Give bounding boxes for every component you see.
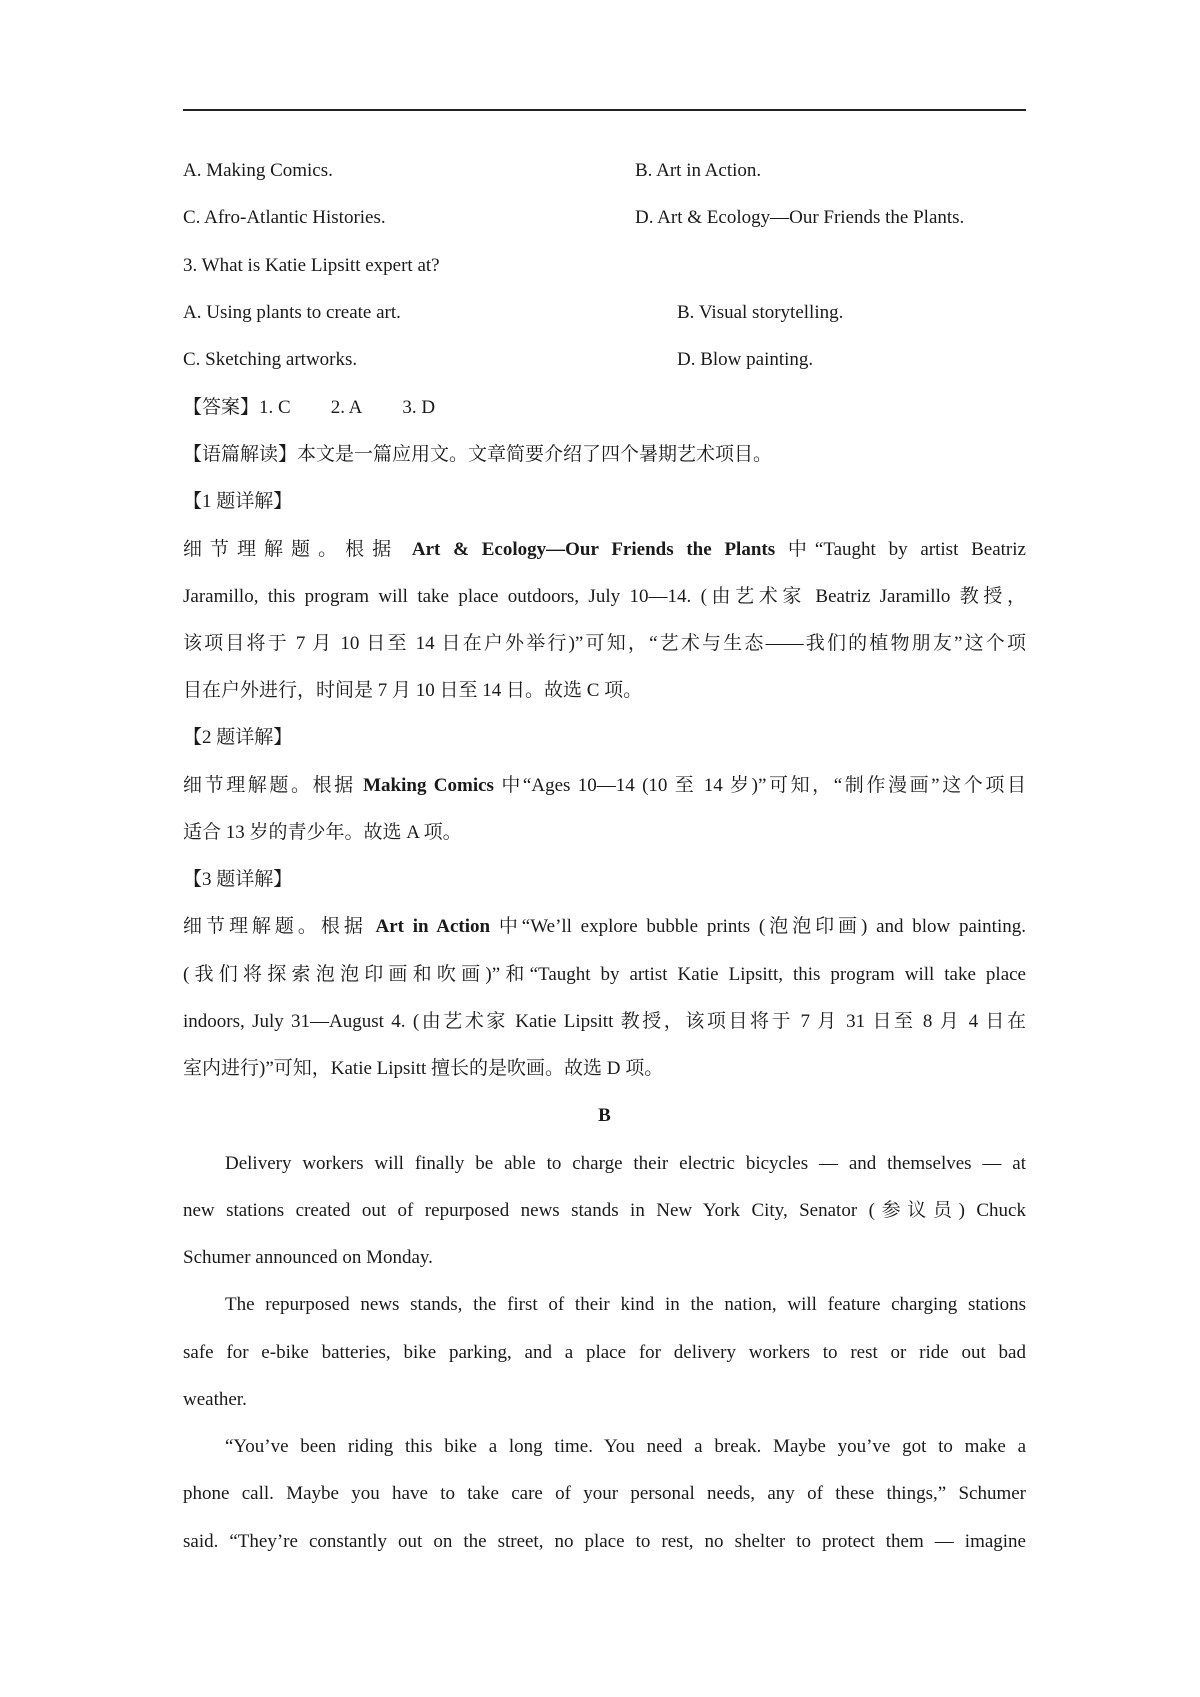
reading-text: 本文是一篇应用文。文章简要介绍了四个暑期艺术项目。	[297, 444, 773, 465]
detail2-line-2: 适合 13 岁的青少年。故选 A 项。	[183, 822, 462, 843]
q2-option-b: B. Art in Action.	[635, 160, 762, 181]
q2-option-d: D. Art & Ecology—Our Friends the Plants.	[635, 207, 965, 228]
answer-3: 3. D	[402, 397, 436, 418]
detail1-heading: 【1 题详解】	[183, 491, 293, 512]
section-b-p3-line-2: phone call. Maybe you have to take care of your personal needs, any of these things,” Schumer	[183, 1483, 1026, 1504]
detail2-l1-post: 中“Ages 10—14 (10 至 14 岁)”可知，“制作漫画”这个项目	[493, 775, 1026, 796]
section-b-title: B	[598, 1105, 611, 1126]
detail2-line-1	[183, 772, 1026, 800]
detail3-line-3: indoors, July 31—August 4. (由艺术家 Katie Lipsitt 教授，该项目将于 7 月 31 日至 8 月 4 日在	[183, 1011, 1026, 1032]
detail3-line-2: (我们将探索泡泡印画和吹画)”和“Taught by artist Katie Lipsitt, this program will take place	[183, 964, 1026, 985]
section-b-p2-line-3: weather.	[183, 1389, 247, 1410]
detail3-heading: 【3 题详解】	[183, 869, 293, 890]
detail2-l1-bold: Making Comics	[363, 775, 494, 796]
reading-label: 【语篇解读】	[183, 444, 298, 465]
detail3-l1-pre: 细节理解题。根据	[183, 916, 376, 937]
detail3-l1-bold: Art in Action	[375, 916, 491, 937]
detail3-line-1	[183, 913, 1026, 941]
q3-option-b: B. Visual storytelling.	[677, 302, 844, 323]
section-b-p1-line-1: Delivery workers will finally be able to charge their electric bicycles — and themselves — at	[225, 1153, 1026, 1174]
section-b-p2-line-1: The repurposed news stands, the first of their kind in the nation, will feature charging stations	[225, 1294, 1026, 1315]
q3-option-d: D. Blow painting.	[677, 349, 814, 370]
detail1-l1-bold: Art & Ecology—Our Friends the Plants	[411, 539, 776, 560]
answer-1: 1. C	[259, 397, 291, 418]
q3-option-c: C. Sketching artworks.	[183, 349, 358, 370]
reading-summary	[183, 441, 1026, 469]
detail1-l1-post: 中“Taught by artist Beatriz	[775, 539, 1026, 560]
q2-option-a: A. Making Comics.	[183, 160, 333, 181]
detail2-l1-pre: 细节理解题。根据	[183, 775, 364, 796]
detail1-line-2: Jaramillo, this program will take place outdoors, July 10—14. (由艺术家 Beatriz Jaramillo 教授，	[183, 586, 1026, 607]
section-b-p3-line-3: said. “They’re constantly out on the street, no place to rest, no shelter to protect them — imagine	[183, 1531, 1026, 1552]
header-rule	[183, 109, 1026, 111]
detail1-line-1	[183, 536, 1026, 564]
answer-2: 2. A	[330, 397, 363, 418]
q2-option-c: C. Afro-Atlantic Histories.	[183, 207, 386, 228]
detail1-line-3: 该项目将于 7 月 10 日至 14 日在户外举行)”可知，“艺术与生态——我们的植物朋友”这个项	[183, 633, 1026, 654]
answer-line	[183, 394, 1026, 422]
section-b-p1-line-2: new stations created out of repurposed news stands in New York City, Senator (参议员) Chuck	[183, 1200, 1026, 1221]
q3-stem: 3. What is Katie Lipsitt expert at?	[183, 255, 440, 276]
q3-option-a: A. Using plants to create art.	[183, 302, 401, 323]
detail3-line-4: 室内进行)”可知，Katie Lipsitt 擅长的是吹画。故选 D 项。	[183, 1058, 664, 1079]
section-b-p3-line-1: “You’ve been riding this bike a long time. You need a break. Maybe you’ve got to make a	[225, 1436, 1026, 1457]
answer-label: 【答案】	[183, 397, 260, 418]
detail1-l1-pre: 细节理解题。根据	[183, 539, 412, 560]
detail2-heading: 【2 题详解】	[183, 727, 293, 748]
detail3-l1-post: 中“We’ll explore bubble prints (泡泡印画) and blow painting.	[490, 916, 1026, 937]
section-b-p2-line-2: safe for e-bike batteries, bike parking, and a place for delivery workers to rest or ride out bad	[183, 1342, 1026, 1363]
detail1-line-4: 目在户外进行，时间是 7 月 10 日至 14 日。故选 C 项。	[183, 680, 643, 701]
section-b-p1-line-3: Schumer announced on Monday.	[183, 1247, 433, 1268]
